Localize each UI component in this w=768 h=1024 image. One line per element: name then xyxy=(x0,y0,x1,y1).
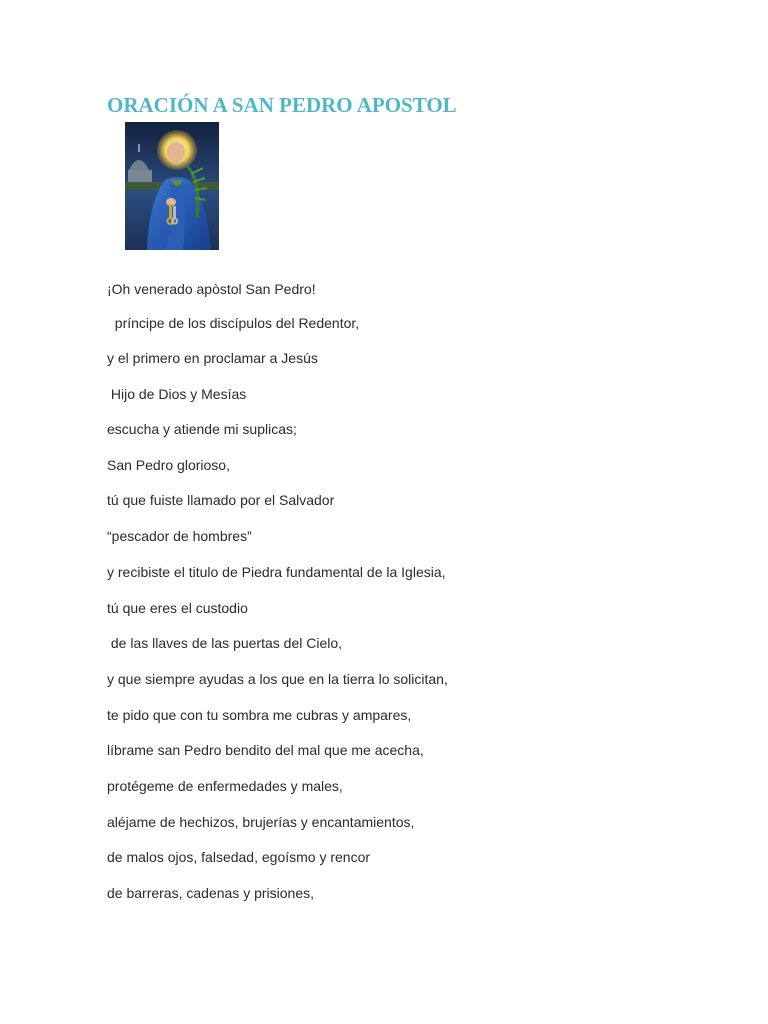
prayer-line: y recibiste el titulo de Piedra fundamental de la Iglesia, xyxy=(107,564,446,580)
saint-peter-icon xyxy=(125,122,219,250)
prayer-line: de las llaves de las puertas del Cielo, xyxy=(107,635,343,651)
prayer-line: príncipe de los discípulos del Redentor, xyxy=(107,315,360,331)
prayer-line: San Pedro glorioso, xyxy=(107,457,230,473)
prayer-line: tú que eres el custodio xyxy=(107,600,248,616)
prayer-line: ¡Oh venerado apòstol San Pedro! xyxy=(107,281,316,297)
prayer-line: aléjame de hechizos, brujerías y encantamientos, xyxy=(107,814,415,830)
prayer-line: Hijo de Dios y Mesías xyxy=(107,386,247,402)
prayer-line: y que siempre ayudas a los que en la tierra lo solicitan, xyxy=(107,671,448,687)
prayer-line: de malos ojos, falsedad, egoísmo y rencor xyxy=(107,849,371,865)
prayer-line: líbrame san Pedro bendito del mal que me acecha, xyxy=(107,742,424,758)
prayer-line: te pido que con tu sombra me cubras y ampares, xyxy=(107,707,412,723)
prayer-line: de barreras, cadenas y prisiones, xyxy=(107,885,314,901)
prayer-line: “pescador de hombres” xyxy=(107,528,252,544)
prayer-line: escucha y atiende mi suplicas; xyxy=(107,421,297,437)
prayer-line: protégeme de enfermedades y males, xyxy=(107,778,343,794)
page-title: ORACIÓN A SAN PEDRO APOSTOL xyxy=(107,93,457,117)
prayer-line: tú que fuiste llamado por el Salvador xyxy=(107,492,335,508)
prayer-line: y el primero en proclamar a Jesús xyxy=(107,350,318,366)
